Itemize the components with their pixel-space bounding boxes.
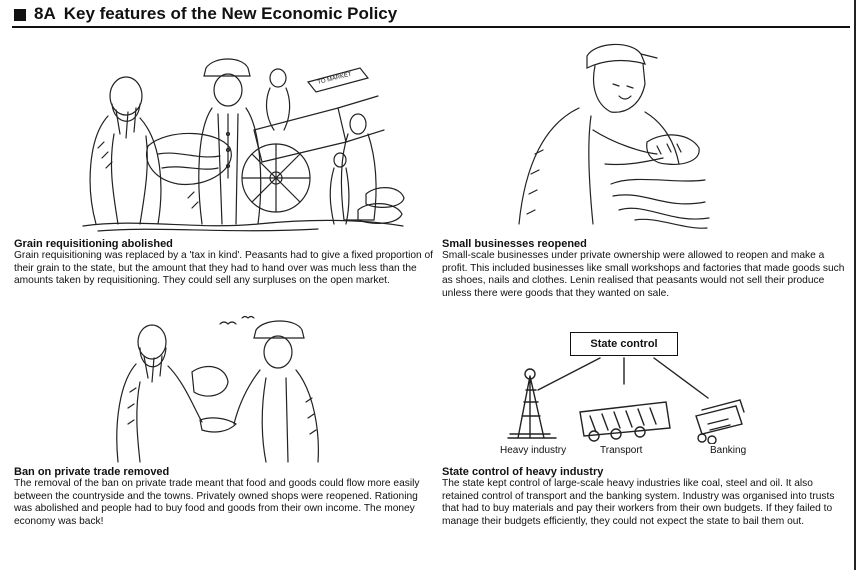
state-control-diagram (490, 354, 750, 444)
heavy-industry-heading: State control of heavy industry (442, 466, 604, 478)
small-businesses-heading: Small businesses reopened (442, 238, 587, 250)
small-businesses-section (442, 238, 847, 300)
page-edge (854, 0, 856, 570)
grain-requisition-illustration (78, 38, 408, 234)
small-businesses-body: Small-scale businesses under private ownership were allowed to reopen and make a profit. This included businesses like small workshops and factories that made goods such as shoes, nails and clothes. Lenin realised that peasants would not sell their produce unless there were goods that they wanted on sale. (442, 250, 845, 299)
section-header (12, 4, 850, 28)
heavy-industry-section (442, 466, 847, 528)
header-number: 8A (34, 4, 56, 23)
heavy-industry-body: The state kept control of large-scale heavy industries like coal, steel and oil. It also retained control of transport and the banking system. Industry was organised into trusts that had to buy materials and pay their workers from their own budgets. If they failed to manage their budgets efficiently, they could not expect the state to bail them out. (442, 478, 835, 527)
state-control-label-banking: Banking (710, 445, 747, 456)
private-trade-body: The removal of the ban on private trade meant that food and goods could flow more easily between the countryside and the towns. Privately owned shops were reopened. Rationing was abolished and people had to buy food and goods from their own income. The money economy was back! (14, 478, 420, 527)
craftsman-illustration (495, 34, 715, 234)
state-control-box: State control (570, 332, 678, 356)
cart-sign-text: TO MARKET (317, 71, 353, 86)
handshake-illustration (110, 312, 340, 464)
grain-requisitioning-section (14, 238, 434, 288)
state-control-label-transport: Transport (600, 445, 643, 456)
header-square-icon (14, 9, 26, 21)
header-title: Key features of the New Economic Policy (63, 4, 398, 23)
grain-requisitioning-body: Grain requisitioning was replaced by a 'tax in kind'. Peasants had to give a fixed proportion of their grain to the state, but the amount that they had to hand over was much less than the amounts taken by requisitioning. They could sell any surpluses on the open market. (14, 250, 433, 287)
state-control-label-heavy-industry: Heavy industry (500, 445, 567, 456)
private-trade-heading: Ban on private trade removed (14, 466, 170, 478)
private-trade-section (14, 466, 434, 528)
grain-requisitioning-heading: Grain requisitioning abolished (14, 238, 173, 250)
